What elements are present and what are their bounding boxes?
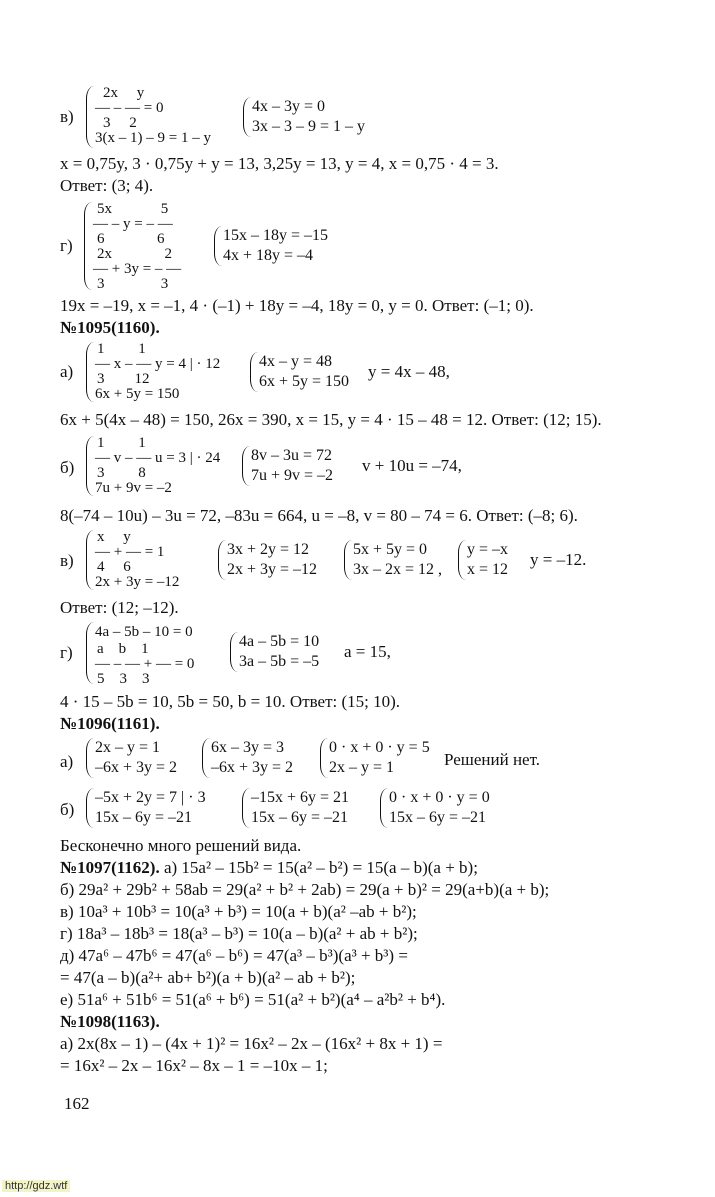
result-text: y = –12.	[530, 550, 587, 569]
text-line: 4 · 15 – 5b = 10, 5b = 50, b = 10. Ответ: (15; 10).	[60, 692, 401, 711]
equation-system: –15x + 6y = 21 15x – 6y = –21	[242, 788, 349, 828]
problem-number: №1095(1160).	[60, 318, 160, 337]
answer-line: Ответ: (3; 4).	[60, 176, 154, 195]
item-label: б)	[60, 458, 75, 477]
text-line: 19x = –19, x = –1, 4 · (–1) + 18y = –4, 18y = 0, y = 0. Ответ: (–1; 0).	[60, 296, 534, 315]
formula-text: а) 15a² – 15b² = 15(a² – b²) = 15(a – b)(a + b);	[163, 858, 478, 877]
problem-number: №1096(1161).	[60, 714, 160, 733]
equation-system: 4a – 5b – 10 = 0 a b 1 — – — + — = 0 5 3 3	[86, 622, 194, 684]
text-line: 6x + 5(4x – 48) = 150, 26x = 390, x = 15, y = 4 · 15 – 48 = 12. Ответ: (12; 15).	[60, 410, 602, 429]
problem-line	[60, 858, 478, 878]
problem-number: №1097(1162).	[60, 858, 160, 877]
item-label: в)	[60, 107, 74, 126]
formula-line: а) 2x(8x – 1) – (4x + 1)² = 16x² – 2x – (16x² + 8x + 1) =	[60, 1034, 443, 1053]
page-number: 162	[64, 1094, 90, 1113]
formula-line: = 16x² – 2x – 16x² – 8x – 1 = –10x – 1;	[60, 1056, 328, 1075]
formula-line: г) 18a³ – 18b³ = 18(a³ – b³) = 10(a – b)(a² + ab + b²);	[60, 924, 418, 943]
equation-system: y = –x x = 12	[458, 540, 508, 580]
formula-line: е) 51a⁶ + 51b⁶ = 51(a⁶ + b⁶) = 51(a² + b²)(a⁴ – a²b² + b⁴).	[60, 990, 446, 1009]
item-label: а)	[60, 752, 74, 771]
answer-line: Ответ: (12; –12).	[60, 598, 179, 617]
equation-system: 0 · x + 0 · y = 5 2x – y = 1	[320, 738, 430, 778]
formula-line: б) 29a² + 29b² + 58ab = 29(a² + b² + 2ab) = 29(a + b)² = 29(a+b)(a + b);	[60, 880, 550, 899]
text-line: Бесконечно много решений вида.	[60, 836, 302, 855]
text-line: x = 0,75y, 3 · 0,75y + y = 13, 3,25y = 13, y = 4, x = 0,75 · 4 = 3.	[60, 154, 499, 173]
equation-system: 5x 5 — – y = – — 6 6 2x 2 — + 3y = – — 3 3	[84, 202, 181, 290]
equation-system: 0 · x + 0 · y = 0 15x – 6y = –21	[380, 788, 490, 828]
text-line: 8(–74 – 10u) – 3u = 72, –83u = 664, u = –8, v = 80 – 74 = 6. Ответ: (–8; 6).	[60, 506, 578, 525]
equation-system: 4a – 5b = 10 3a – 5b = –5	[230, 632, 319, 672]
item-label: г)	[60, 643, 73, 662]
item-label: г)	[60, 236, 73, 255]
item-label: б)	[60, 800, 75, 819]
equation-system: 3x + 2y = 12 2x + 3y = –12	[218, 540, 317, 580]
equation-system: 4x – 3y = 0 3x – 3 – 9 = 1 – y	[243, 97, 365, 137]
equation-system: 1 1 — x – — y = 4 | · 12 3 12 6x + 5y = 150	[86, 342, 220, 402]
equation-system: 6x – 3y = 3 –6x + 3y = 2	[202, 738, 293, 778]
equation-system: 1 1 — v – — u = 3 | · 24 3 8 7u + 9v = –2	[86, 436, 220, 496]
result-text: y = 4x – 48,	[368, 362, 450, 381]
watermark-link[interactable]: http://gdz.wtf	[2, 1180, 70, 1192]
equation-system: 2x y — – — = 0 3 2 3(x – 1) – 9 = 1 – y	[86, 86, 211, 148]
equation-system: 2x – y = 1 –6x + 3y = 2	[86, 738, 177, 778]
item-label: в)	[60, 551, 74, 570]
equation-system: –5x + 2y = 7 | · 3 15x – 6y = –21	[86, 788, 206, 828]
result-text: v + 10u = –74,	[362, 456, 462, 475]
formula-line: = 47(a – b)(a²+ ab+ b²)(a + b)(a² – ab + b²);	[60, 968, 356, 987]
equation-system: 15x – 18y = –15 4x + 18y = –4	[214, 226, 328, 266]
problem-number: №1098(1163).	[60, 1012, 160, 1031]
result-text: a = 15,	[344, 642, 391, 661]
equation-system: 5x + 5y = 0 3x – 2x = 12 ,	[344, 540, 442, 580]
equation-system: 4x – y = 48 6x + 5y = 150	[250, 352, 349, 392]
formula-line: д) 47a⁶ – 47b⁶ = 47(a⁶ – b⁶) = 47(a³ – b³)(a³ + b³) =	[60, 946, 408, 965]
result-text: Решений нет.	[444, 750, 540, 769]
formula-line: в) 10a³ + 10b³ = 10(a³ + b³) = 10(a + b)(a² –ab + b²);	[60, 902, 417, 921]
equation-system: 8v – 3u = 72 7u + 9v = –2	[242, 446, 333, 486]
item-label: а)	[60, 362, 74, 381]
equation-system: x y — + — = 1 4 6 2x + 3y = –12	[86, 530, 179, 590]
